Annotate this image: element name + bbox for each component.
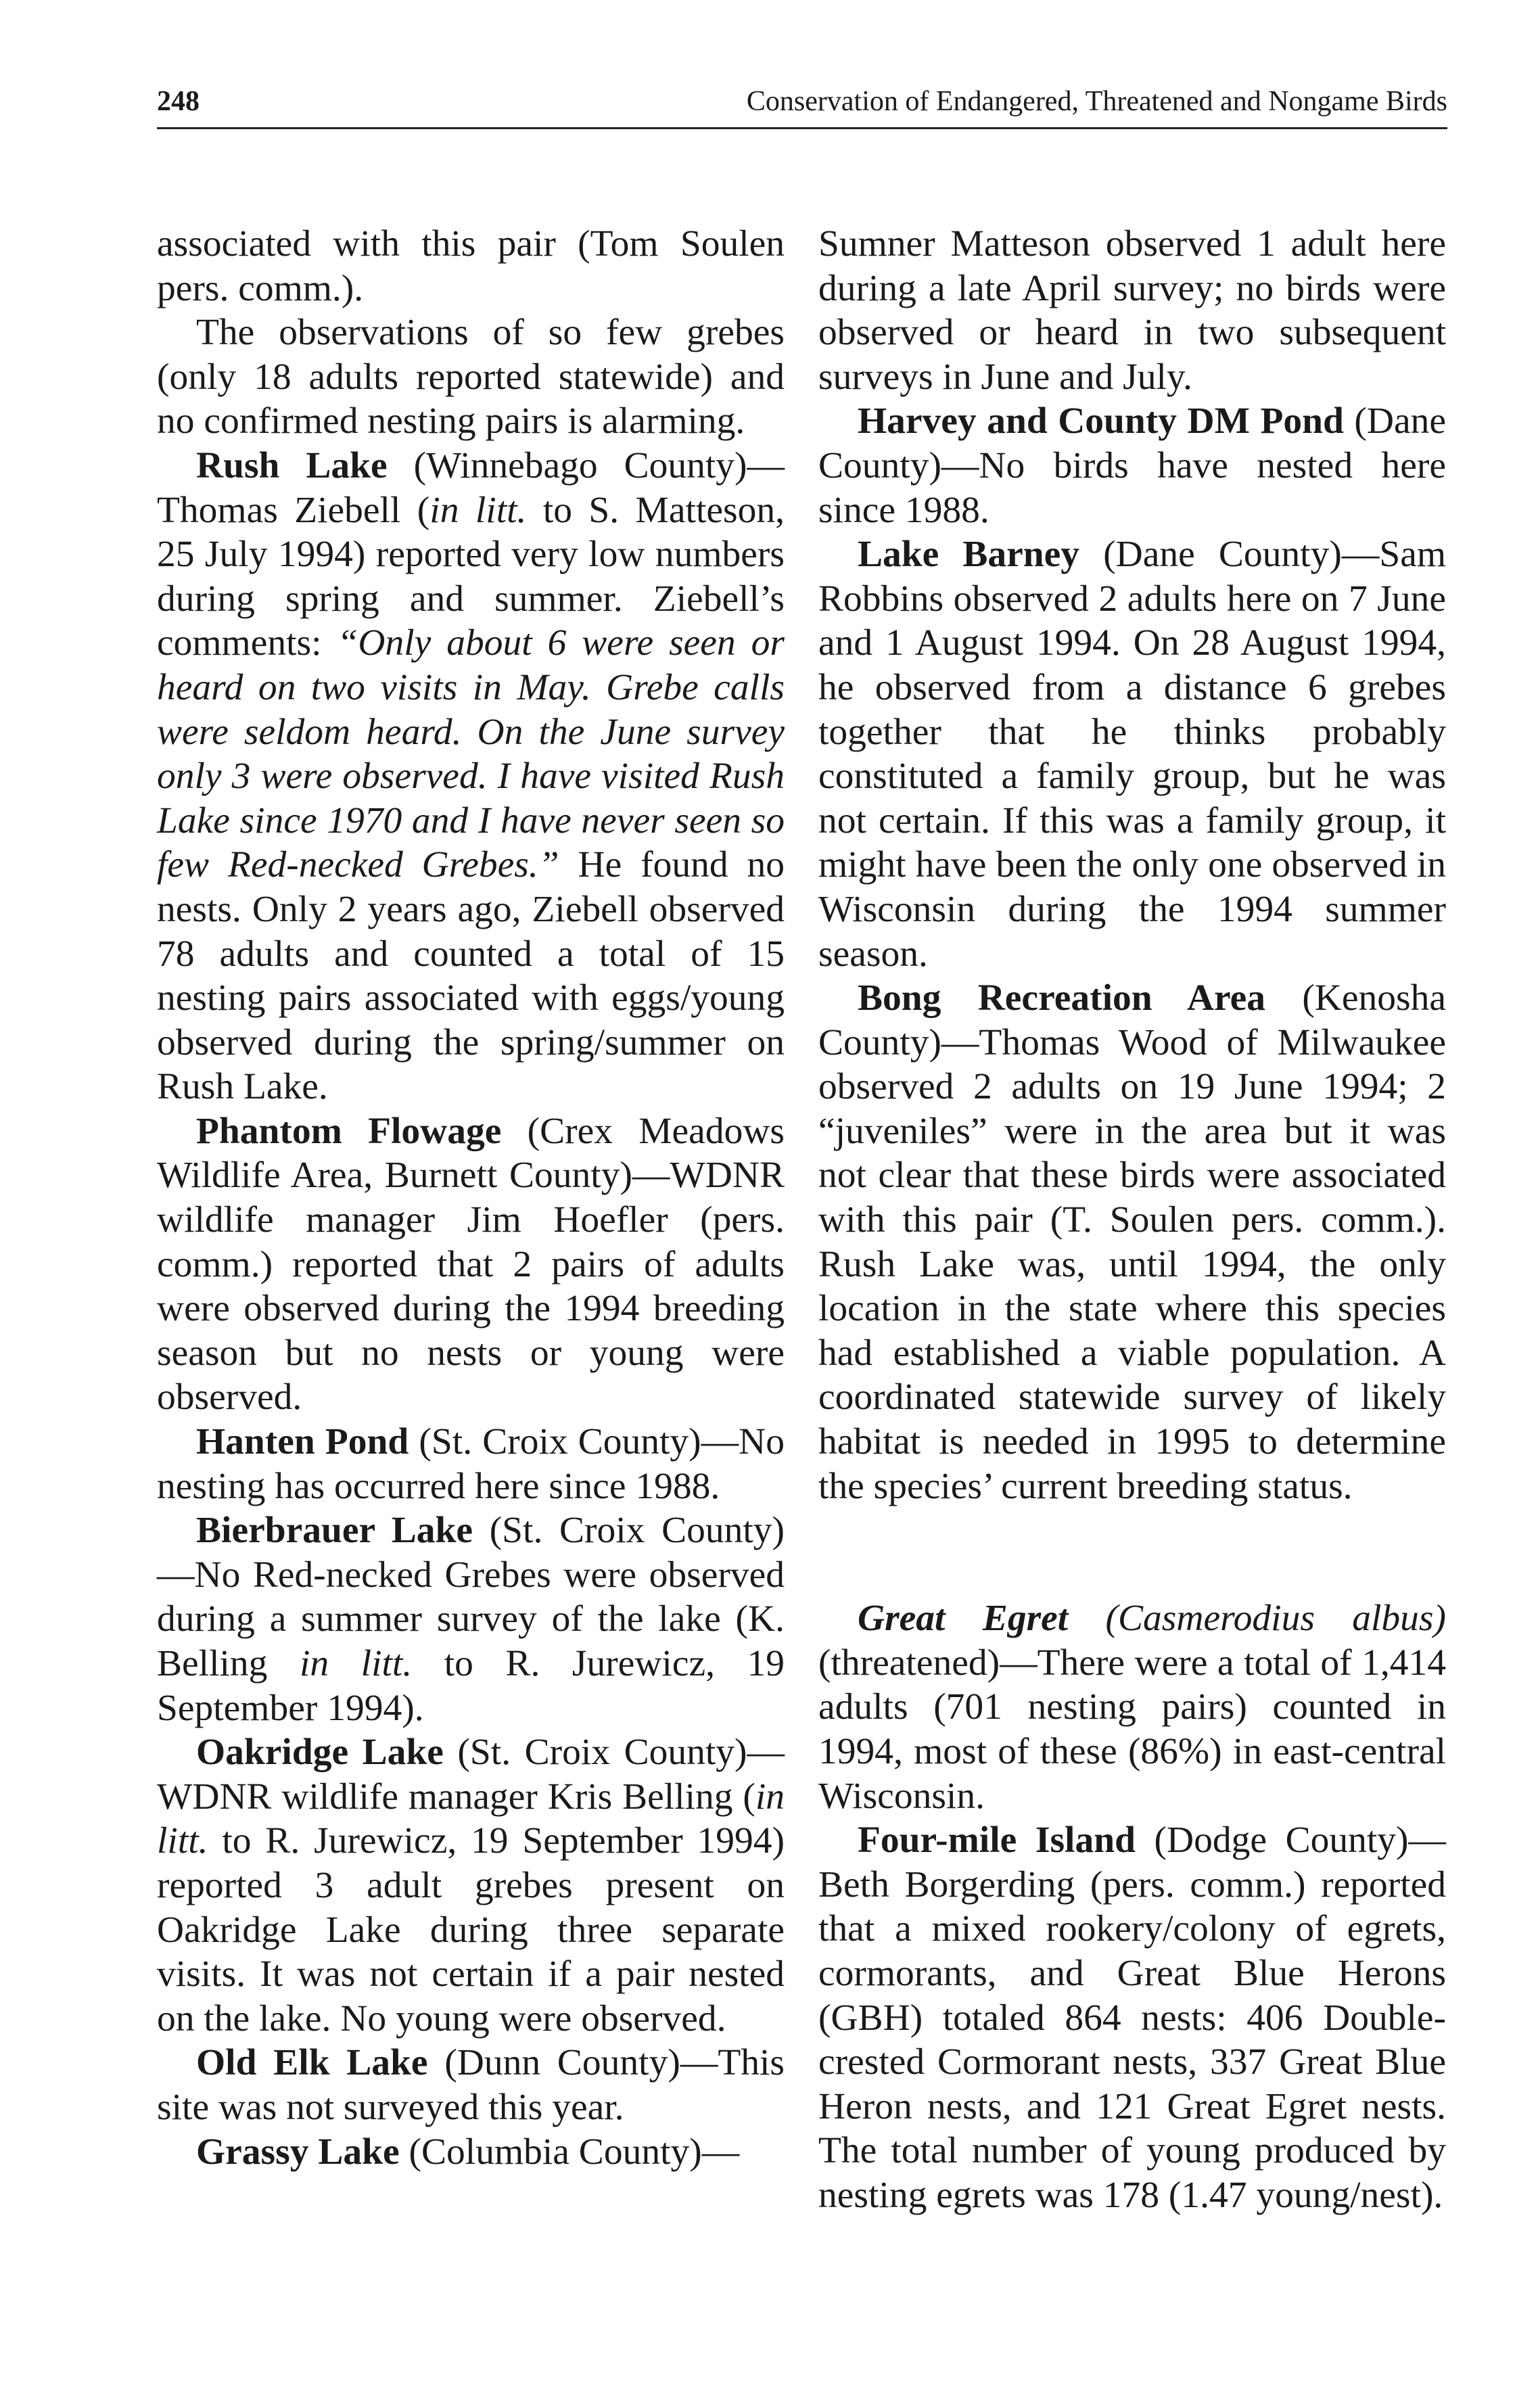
site-name-lake-barney: Lake Barney xyxy=(858,534,1080,576)
paragraph-observations-summary: The observations of so few grebes (only 18 adults reported statewide) and no confirmed nesting pairs is alarming. xyxy=(157,312,785,442)
paragraph-bierbrauer-lake xyxy=(157,1508,785,1730)
text: (Columbia County)— xyxy=(399,2131,740,2173)
site-name-bong-recreation-area: Bong Recreation Area xyxy=(858,977,1265,1019)
site-name-phantom-flowage: Phantom Flowage xyxy=(196,1110,502,1152)
site-name-grassy-lake: Grassy Lake xyxy=(196,2131,400,2173)
paragraph-harvey-county-dm-pond xyxy=(818,399,1446,532)
italic-in-litt: in litt. xyxy=(429,489,527,531)
text: (Kenosha County)—Thomas Wood of Milwaukee observed 2 adults on 19 June 1994; 2 “juveniles” were in the area but it was not clear that these birds were associated with this pair (T. Soulen pers. comm.). Rush Lake was, until 1994, the only location in the state where this species had established a viable population. A coordinated statewide survey of likely habitat is needed in 1995 to determine the species’ current breeding status. xyxy=(818,977,1447,1507)
page-header xyxy=(157,80,1447,129)
text: (Dane County)—Sam Robbins observed 2 adults here on 7 June and 1 August 1994. On 28 August 1994, he observed from a distance 6 grebes together that he thinks probably constituted a family group, but he was not certain. If this was a family group, it might have been the only one observed in Wisconsin during the 1994 summer season. xyxy=(818,534,1447,975)
paragraph-four-mile-island xyxy=(818,1818,1446,2217)
site-name-oakridge-lake: Oakridge Lake xyxy=(196,1732,444,1774)
scientific-name: (Casmerodius albus) xyxy=(1068,1598,1446,1640)
paragraph-phantom-flowage xyxy=(157,1109,785,1420)
paragraph-lake-barney xyxy=(818,532,1446,976)
italic-in-litt: in litt. xyxy=(157,1776,785,1862)
text: (St. Croix County)—No Red-necked Grebes were observed during a summer survey of the lake (K. Belling xyxy=(157,1510,785,1684)
text: (threatened)—There were a total of 1,414 adults (701 nesting pairs) counted in 1994, most of these (86%) in east-central Wisconsin. xyxy=(818,1642,1446,1817)
paragraph-continuation: associated with this pair (Tom Soulen pers. comm.). xyxy=(157,223,785,309)
text: (Dodge County)—Beth Borgerding (pers. comm.) reported that a mixed rookery/colony of egrets, cormorants, and Great Blue Herons (GBH) totaled 864 nests: 406 Double-crested Cormorant nests, 337 Great Blue Heron nests, and 121 Great Egret nests. The total number of young produced by nesting egrets was 178 (1.47 young/nest). xyxy=(818,1820,1446,2216)
site-name-hanten-pond: Hanten Pond xyxy=(196,1421,409,1463)
text: (Dane County)—No birds have nested here since 1988. xyxy=(818,400,1446,531)
text: (Winnebago County)—Thomas Ziebell ( xyxy=(157,444,785,531)
italic-in-litt: in litt. xyxy=(299,1643,413,1684)
text: (Dunn County)—This site was not surveyed this year. xyxy=(157,2042,785,2128)
species-name-great-egret: Great Egret xyxy=(858,1598,1069,1640)
paragraph-grassy-lake xyxy=(157,2130,785,2175)
text: to R. Jurewicz, 19 September 1994) reported 3 adult grebes present on Oakridge Lake during three separate visits. It was not certain if a pair nested on the lake. No young were observed. xyxy=(157,1820,785,2039)
paragraph-oakridge-lake xyxy=(157,1730,785,2041)
paragraph-hanten-pond xyxy=(157,1420,785,1508)
text: (Crex Meadows Wildlife Area, Burnett County)—WDNR wildlife manager Jim Hoefler (pers. comm.) reported that 2 pairs of adults were observed during the 1994 breeding season but no nests or young were observed. xyxy=(157,1110,785,1418)
text: to R. Jurewicz, 19 September 1994). xyxy=(157,1643,785,1729)
site-name-four-mile-island: Four-mile Island xyxy=(858,1820,1136,1861)
text: to S. Matteson, 25 July 1994) reported very low numbers during spring and summer. Ziebell’s comments: xyxy=(157,489,785,664)
text: (St. Croix County)—No nesting has occurred here since 1988. xyxy=(157,1421,785,1507)
right-column xyxy=(818,222,1446,2218)
site-name-old-elk-lake: Old Elk Lake xyxy=(196,2042,428,2084)
paragraph-grassy-lake-continued: Sumner Matteson observed 1 adult here during a late April survey; no birds were observed or heard in two subsequent surveys in June and July. xyxy=(818,223,1446,398)
left-column xyxy=(157,222,785,2174)
page-number: 248 xyxy=(157,86,200,117)
paragraph-bong-recreation-area xyxy=(818,976,1446,1508)
site-name-harvey-county-dm-pond: Harvey and County DM Pond xyxy=(858,400,1344,442)
text: He found no nests. Only 2 years ago, Ziebell observed 78 adults and counted a total of 15 nesting pairs associated with eggs/young observed during the spring/summer on Rush Lake. xyxy=(157,844,785,1108)
site-name-bierbrauer-lake: Bierbrauer Lake xyxy=(196,1510,473,1552)
text: (St. Croix County)—WDNR wildlife manager Kris Belling ( xyxy=(157,1732,785,1817)
paragraph-old-elk-lake xyxy=(157,2041,785,2129)
paragraph-rush-lake xyxy=(157,444,785,1109)
quote-ziebell: “Only about 6 were seen or heard on two visits in May. Grebe calls were seldom heard. On the June survey only 3 were observed. I have visited Rush Lake since 1970 and I have never seen so few Red-necked Grebes.” xyxy=(157,622,785,886)
running-head: Conservation of Endangered, Threatened and Nongame Birds xyxy=(746,86,1447,117)
paragraph-great-egret xyxy=(818,1596,1446,1818)
site-name-rush-lake: Rush Lake xyxy=(196,444,388,486)
